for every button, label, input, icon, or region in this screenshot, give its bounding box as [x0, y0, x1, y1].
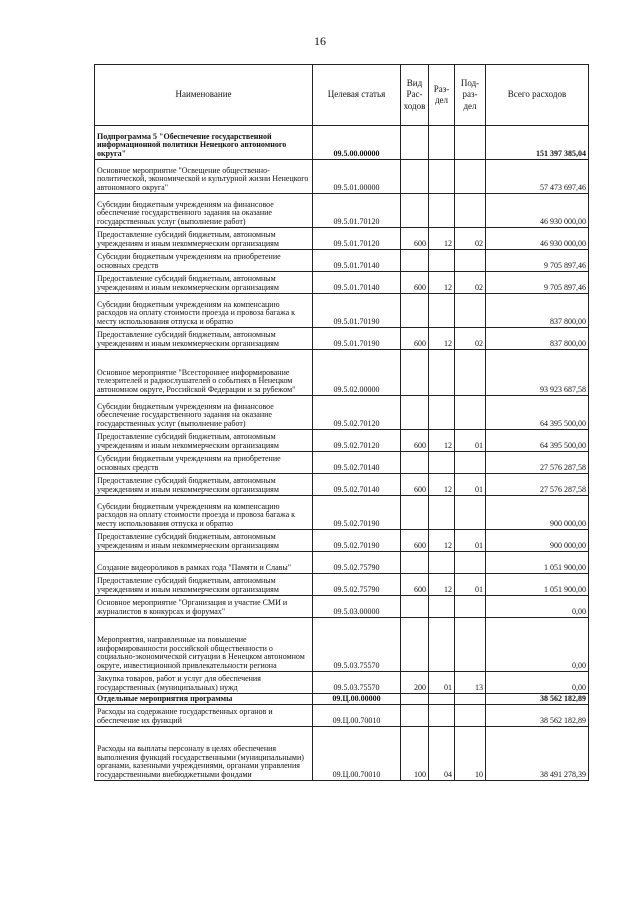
- row-subsection: 01: [455, 530, 486, 552]
- row-name-cell: Субсидии бюджетным учреждениям на приобретение основных средств: [95, 452, 313, 474]
- row-target-code: 09.5.02.70140: [313, 474, 401, 496]
- table-row: [95, 496, 589, 530]
- row-name-cell: Закупка товаров, работ и услуг для обеспечения государственных (муниципальных) нужд: [95, 672, 313, 694]
- row-target-code: 09.5.02.70120: [313, 430, 401, 452]
- row-target-code: 09.5.02.75790: [313, 574, 401, 596]
- row-name-cell: Подпрограмма 5 "Обеспечение государственной информационной политики Ненецкого автономного округа": [95, 126, 313, 160]
- row-expense-kind: [401, 552, 429, 574]
- row-subsection: 10: [455, 727, 486, 781]
- row-expense-kind: [401, 126, 429, 160]
- row-subsection: [455, 350, 486, 396]
- row-name-cell: Основное мероприятие "Освещение общественно-политической, экономической и культурной жизни Ненецкого автономного округа": [95, 160, 313, 194]
- row-expense-kind: [401, 294, 429, 328]
- row-subsection: [455, 694, 486, 705]
- row-name-cell: Субсидии бюджетным учреждениям на компенсацию расходов на оплату стоимости проезда и провоза багажа к месту использования отпуска и обратно: [95, 496, 313, 530]
- row-target-code: 09.Ц.00.70010: [313, 705, 401, 727]
- row-name-cell: Основное мероприятие "Всестороннее информирование телезрителей и радиослушателей о событиях в Ненецком автономном округе, Российской Федерации и за рубежом": [95, 350, 313, 396]
- row-total-amount: 900 000,00: [486, 496, 589, 530]
- row-expense-kind: 600: [401, 474, 429, 496]
- row-section: 12: [429, 228, 455, 250]
- row-subsection: [455, 705, 486, 727]
- row-expense-kind: [401, 250, 429, 272]
- header-total: Всего расходов: [486, 65, 589, 126]
- row-total-amount: 64 395 500,00: [486, 430, 589, 452]
- row-expense-kind: 600: [401, 574, 429, 596]
- row-section: [429, 126, 455, 160]
- row-section: 12: [429, 328, 455, 350]
- row-name-cell: Отдельные мероприятия программы: [95, 694, 313, 705]
- table-row: [95, 474, 589, 496]
- row-target-code: 09.5.02.70190: [313, 530, 401, 552]
- table-row: [95, 705, 589, 727]
- row-subsection: [455, 496, 486, 530]
- header-target: Целевая статья: [313, 65, 401, 126]
- table-row: [95, 328, 589, 350]
- row-expense-kind: [401, 596, 429, 618]
- row-target-code: 09.Ц.00.00000: [313, 694, 401, 705]
- row-target-code: 09.5.02.00000: [313, 350, 401, 396]
- row-total-amount: 46 930 000,00: [486, 228, 589, 250]
- row-subsection: [455, 294, 486, 328]
- header-subsection: Под-раз-дел: [455, 65, 486, 126]
- row-expense-kind: [401, 496, 429, 530]
- row-section: [429, 194, 455, 228]
- row-expense-kind: 600: [401, 430, 429, 452]
- row-name-cell: Субсидии бюджетным учреждениям на компенсацию расходов на оплату стоимости проезда и провоза багажа к месту использования отпуска и обратно: [95, 294, 313, 328]
- row-section: 12: [429, 430, 455, 452]
- row-total-amount: 38 491 278,39: [486, 727, 589, 781]
- row-section: [429, 396, 455, 430]
- row-total-amount: 38 562 182,89: [486, 705, 589, 727]
- row-target-code: 09.5.01.70140: [313, 272, 401, 294]
- row-target-code: 09.5.02.70120: [313, 396, 401, 430]
- header-name: Наименование: [95, 65, 313, 126]
- table-row: [95, 452, 589, 474]
- row-section: [429, 452, 455, 474]
- row-expense-kind: 200: [401, 672, 429, 694]
- row-target-code: 09.5.03.00000: [313, 596, 401, 618]
- row-total-amount: 0,00: [486, 596, 589, 618]
- row-section: [429, 160, 455, 194]
- row-section: 12: [429, 574, 455, 596]
- table-row: [95, 272, 589, 294]
- table-row: [95, 160, 589, 194]
- row-subsection: [455, 250, 486, 272]
- row-total-amount: 46 930 000,00: [486, 194, 589, 228]
- table-row: [95, 250, 589, 272]
- table-body: [95, 126, 589, 781]
- row-target-code: 09.5.01.70190: [313, 294, 401, 328]
- row-section: 01: [429, 672, 455, 694]
- row-total-amount: 38 562 182,89: [486, 694, 589, 705]
- row-total-amount: 1 051 900,00: [486, 552, 589, 574]
- row-expense-kind: [401, 452, 429, 474]
- row-expense-kind: [401, 694, 429, 705]
- row-target-code: 09.5.01.70120: [313, 228, 401, 250]
- row-total-amount: 0,00: [486, 672, 589, 694]
- row-section: [429, 596, 455, 618]
- row-section: [429, 705, 455, 727]
- row-section: 12: [429, 272, 455, 294]
- row-subsection: 13: [455, 672, 486, 694]
- row-subsection: 02: [455, 328, 486, 350]
- row-section: 04: [429, 727, 455, 781]
- row-total-amount: 9 705 897,46: [486, 250, 589, 272]
- row-subsection: 01: [455, 474, 486, 496]
- row-subsection: [455, 396, 486, 430]
- row-target-code: 09.5.03.75570: [313, 618, 401, 672]
- table-row: [95, 294, 589, 328]
- row-expense-kind: 100: [401, 727, 429, 781]
- table-row: [95, 430, 589, 452]
- row-name-cell: Мероприятия, направленные на повышение информированности российской общественности о социально-экономической ситуации в Ненецком автономном округе, инвестиционной привлекательности региона: [95, 618, 313, 672]
- row-subsection: [455, 452, 486, 474]
- row-section: 12: [429, 530, 455, 552]
- row-total-amount: 837 800,00: [486, 328, 589, 350]
- row-name-cell: Создание видеороликов в рамках года "Памяти и Славы": [95, 552, 313, 574]
- row-total-amount: 27 576 287,58: [486, 474, 589, 496]
- row-total-amount: 27 576 287,58: [486, 452, 589, 474]
- row-expense-kind: 600: [401, 272, 429, 294]
- row-section: [429, 694, 455, 705]
- row-subsection: [455, 552, 486, 574]
- row-name-cell: Субсидии бюджетным учреждениям на финансовое обеспечение государственного задания на оказание государственных услуг (выполнение работ): [95, 396, 313, 430]
- table-row: [95, 618, 589, 672]
- row-target-code: 09.5.03.75570: [313, 672, 401, 694]
- row-total-amount: 900 000,00: [486, 530, 589, 552]
- row-target-code: 09.5.01.70140: [313, 250, 401, 272]
- row-target-code: 09.5.02.75790: [313, 552, 401, 574]
- row-target-code: 09.Ц.00.70010: [313, 727, 401, 781]
- row-section: [429, 496, 455, 530]
- row-total-amount: 93 923 687,58: [486, 350, 589, 396]
- table-row: [95, 350, 589, 396]
- row-name-cell: Предоставление субсидий бюджетным, автономным учреждениям и иным некоммерческим организациям: [95, 228, 313, 250]
- row-section: [429, 350, 455, 396]
- table-row: [95, 194, 589, 228]
- row-subsection: 02: [455, 272, 486, 294]
- row-section: [429, 552, 455, 574]
- table-row: [95, 530, 589, 552]
- row-expense-kind: [401, 396, 429, 430]
- table-row: [95, 672, 589, 694]
- row-name-cell: Расходы на содержание государственных органов и обеспечение их функций: [95, 705, 313, 727]
- row-target-code: 09.5.01.00000: [313, 160, 401, 194]
- row-total-amount: 151 397 385,04: [486, 126, 589, 160]
- row-total-amount: 64 395 500,00: [486, 396, 589, 430]
- table-row: [95, 727, 589, 781]
- row-name-cell: Предоставление субсидий бюджетным, автономным учреждениям и иным некоммерческим организациям: [95, 430, 313, 452]
- row-expense-kind: [401, 350, 429, 396]
- table-row: [95, 396, 589, 430]
- row-subsection: [455, 618, 486, 672]
- row-name-cell: Предоставление субсидий бюджетным, автономным учреждениям и иным некоммерческим организациям: [95, 272, 313, 294]
- row-total-amount: 9 705 897,46: [486, 272, 589, 294]
- row-name-cell: Основное мероприятие "Организация и участие СМИ и журналистов в конкурсах и форумах": [95, 596, 313, 618]
- table-row: [95, 552, 589, 574]
- table-row: [95, 574, 589, 596]
- row-name-cell: Предоставление субсидий бюджетным, автономным учреждениям и иным некоммерческим организациям: [95, 328, 313, 350]
- row-expense-kind: [401, 705, 429, 727]
- row-subsection: [455, 160, 486, 194]
- row-subsection: 02: [455, 228, 486, 250]
- header-kind: Вид Рас-ходов: [401, 65, 429, 126]
- row-target-code: 09.5.01.70120: [313, 194, 401, 228]
- row-section: [429, 618, 455, 672]
- row-name-cell: Субсидии бюджетным учреждениям на приобретение основных средств: [95, 250, 313, 272]
- row-section: 12: [429, 474, 455, 496]
- row-name-cell: Предоставление субсидий бюджетным, автономным учреждениям и иным некоммерческим организациям: [95, 574, 313, 596]
- row-target-code: 09.5.02.70140: [313, 452, 401, 474]
- row-name-cell: Предоставление субсидий бюджетным, автономным учреждениям и иным некоммерческим организациям: [95, 474, 313, 496]
- row-subsection: [455, 194, 486, 228]
- budget-table: [94, 64, 589, 781]
- row-name-cell: Расходы на выплаты персоналу в целях обеспечения выполнения функций государственными (муниципальными) органами, казенными учреждениями, органами управления государственными внебюджетными фондами: [95, 727, 313, 781]
- table-row: [95, 694, 589, 705]
- table-row: [95, 228, 589, 250]
- header-section: Раз-дел: [429, 65, 455, 126]
- row-total-amount: 837 800,00: [486, 294, 589, 328]
- row-subsection: [455, 126, 486, 160]
- row-target-code: 09.5.00.00000: [313, 126, 401, 160]
- row-name-cell: Субсидии бюджетным учреждениям на финансовое обеспечение государственного задания на оказание государственных услуг (выполнение работ): [95, 194, 313, 228]
- table-row: [95, 126, 589, 160]
- row-subsection: 01: [455, 430, 486, 452]
- table-row: [95, 596, 589, 618]
- row-expense-kind: 600: [401, 530, 429, 552]
- row-expense-kind: 600: [401, 228, 429, 250]
- row-section: [429, 250, 455, 272]
- page-number: 16: [314, 34, 326, 48]
- row-expense-kind: 600: [401, 328, 429, 350]
- row-expense-kind: [401, 160, 429, 194]
- row-target-code: 09.5.01.70190: [313, 328, 401, 350]
- row-total-amount: 57 473 697,46: [486, 160, 589, 194]
- table-header-row: [95, 65, 589, 126]
- row-total-amount: 0,00: [486, 618, 589, 672]
- row-expense-kind: [401, 194, 429, 228]
- row-target-code: 09.5.02.70190: [313, 496, 401, 530]
- row-name-cell: Предоставление субсидий бюджетным, автономным учреждениям и иным некоммерческим организациям: [95, 530, 313, 552]
- row-expense-kind: [401, 618, 429, 672]
- row-section: [429, 294, 455, 328]
- row-total-amount: 1 051 900,00: [486, 574, 589, 596]
- row-subsection: 01: [455, 574, 486, 596]
- row-subsection: [455, 596, 486, 618]
